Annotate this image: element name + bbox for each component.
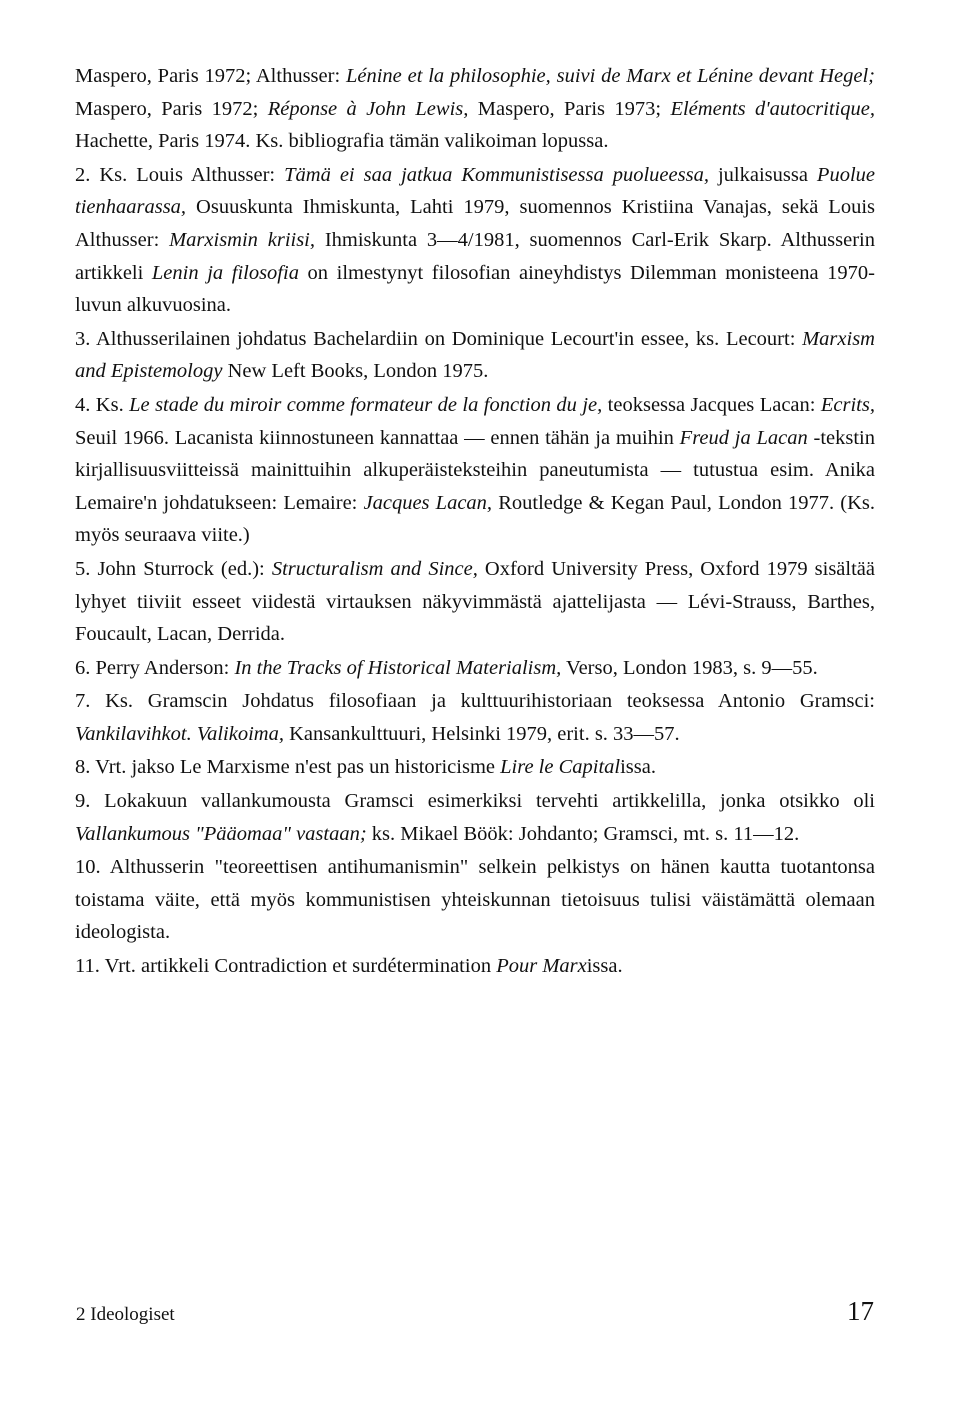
note-text: New Left Books, London 1975.: [222, 360, 489, 383]
note-text: Seuil 1966. Lacanista kiinnostuneen kannattaa — ennen tähän ja muihin: [75, 426, 680, 449]
note-text: Kansankulttuuri, Helsinki 1979, erit. s. 33—57.: [283, 722, 680, 745]
note-continued: [75, 60, 875, 158]
note-text: 9. Lokakuun vallankumousta Gramsci esimerkiksi tervehti artikkelilla, jonka otsikko oli: [75, 790, 875, 813]
note-text: 7. Ks. Gramscin Johdatus filosofiaan ja kulttuurihistoriaan teoksessa Antonio Gramsci:: [75, 690, 875, 713]
note-text: Maspero, Paris 1973;: [468, 97, 671, 120]
note-text: 8. Vrt. jakso Le Marxisme n'est pas un historicisme: [75, 756, 501, 779]
note-text: 4. Ks.: [75, 393, 130, 416]
title-italic: Lénine et la philosophie, suivi de Marx et Lénine devant Hegel;: [345, 65, 875, 87]
title-italic: Eléments d'autocritique,: [670, 97, 875, 120]
note-text: Oxford University Press, Oxford 1979 sisältää lyhyet tiiviit esseet viidestä virtauksen näkyvimmästä ajattelijasta — Lévi-Strauss, Barthes, Foucault, Lacan, Derrida.: [75, 557, 875, 646]
note-text: julkaisussa: [708, 163, 817, 186]
note-text: 11. Vrt. artikkeli Contradiction et surdétermination: [75, 955, 497, 978]
note-text: Osuuskunta Ihmiskunta, Lahti 1979, suomennos Kristiina Vanajas, sekä Louis Althusser:: [75, 196, 875, 251]
note-7: [75, 685, 875, 750]
note-text: issa.: [586, 955, 623, 978]
note-6: [75, 652, 875, 685]
note-text: -tekstin kirjallisuusviitteissä mainittuihin alkuperäisteksteihin paneutumista — tutustua esim. Anika Lemaire'n johdatukseen: Lemaire:: [75, 426, 875, 514]
note-9: [75, 785, 875, 850]
title-italic: Structuralism and Since,: [271, 557, 478, 580]
title-italic: Marxismin kriisi,: [169, 228, 316, 251]
note-text: Ihmiskunta 3—4/1981, suomennos Carl-Erik Skarp. Althusserin artikkeli: [75, 228, 875, 284]
note-8: [75, 751, 875, 784]
title-italic: Lenin ja filosofia: [151, 261, 299, 284]
title-italic: Vallankumous "Pääomaa" vastaan;: [75, 822, 367, 845]
title-italic: Freud ja Lacan: [679, 426, 808, 449]
title-italic: Réponse à John Lewis,: [267, 97, 469, 120]
note-text: Hachette, Paris 1974. Ks. bibliografia tämän valikoiman lopussa.: [75, 130, 609, 153]
note-text: 6. Perry Anderson:: [75, 656, 235, 679]
title-italic: Pour Marx: [496, 955, 587, 978]
title-italic: Le stade du miroir comme formateur de la fonction du je,: [129, 393, 603, 416]
note-text: on ilmestynyt filosofian aineyhdistys Dilemman monisteena 1970-luvun alkuvuosina.: [75, 261, 875, 317]
note-4: [75, 389, 875, 552]
title-italic: Tämä ei saa jatkua Kommunistisessa puolueessa,: [284, 163, 709, 186]
note-text: 2. Ks. Louis Althusser:: [75, 163, 285, 186]
page-number: 17: [847, 1296, 874, 1326]
note-5: [75, 553, 875, 651]
note-2: [75, 159, 875, 322]
title-italic: In the Tracks of Historical Materialism,: [234, 656, 562, 679]
note-11: [75, 950, 875, 983]
title-italic: Ecrits,: [820, 393, 875, 416]
title-italic: Lire le Capital: [500, 756, 621, 779]
signature-mark: 2 Ideologiset: [76, 1304, 175, 1325]
note-text: 3. Althusserilainen johdatus Bachelardiin on Dominique Lecourt'in essee, ks. Lecourt:: [75, 327, 803, 350]
note-text: 5. John Sturrock (ed.):: [75, 557, 272, 580]
note-text: Verso, London 1983, s. 9—55.: [561, 656, 818, 679]
note-text: ks. Mikael Böök: Johdanto; Gramsci, mt. s. 11—12.: [366, 822, 800, 845]
note-3: [75, 323, 875, 388]
title-italic: Puolue tienhaarassa,: [75, 163, 875, 219]
title-italic: Marxism and Epistemology: [75, 327, 875, 383]
note-text: teoksessa Jacques Lacan:: [602, 393, 821, 416]
note-text: Maspero, Paris 1972; Althusser:: [75, 65, 346, 87]
note-10: [75, 851, 875, 949]
note-text: Routledge & Kegan Paul, London 1977. (Ks. myös seuraava viite.): [75, 491, 875, 547]
title-italic: Jacques Lacan,: [363, 491, 493, 514]
note-text: 10. Althusserin "teoreettisen antihumanismin" selkein pelkistys on hänen kautta tuotantonsa toistama väite, että myös kommunistisen yhteiskunnan tietoisuus tulisi väistämättä olemaan ideologista.: [75, 856, 875, 944]
title-italic: Vankilavihkot. Valikoima,: [75, 722, 284, 745]
note-text: Maspero, Paris 1972;: [75, 97, 268, 120]
note-text: issa.: [620, 756, 656, 779]
footnotes-column: [75, 60, 875, 983]
